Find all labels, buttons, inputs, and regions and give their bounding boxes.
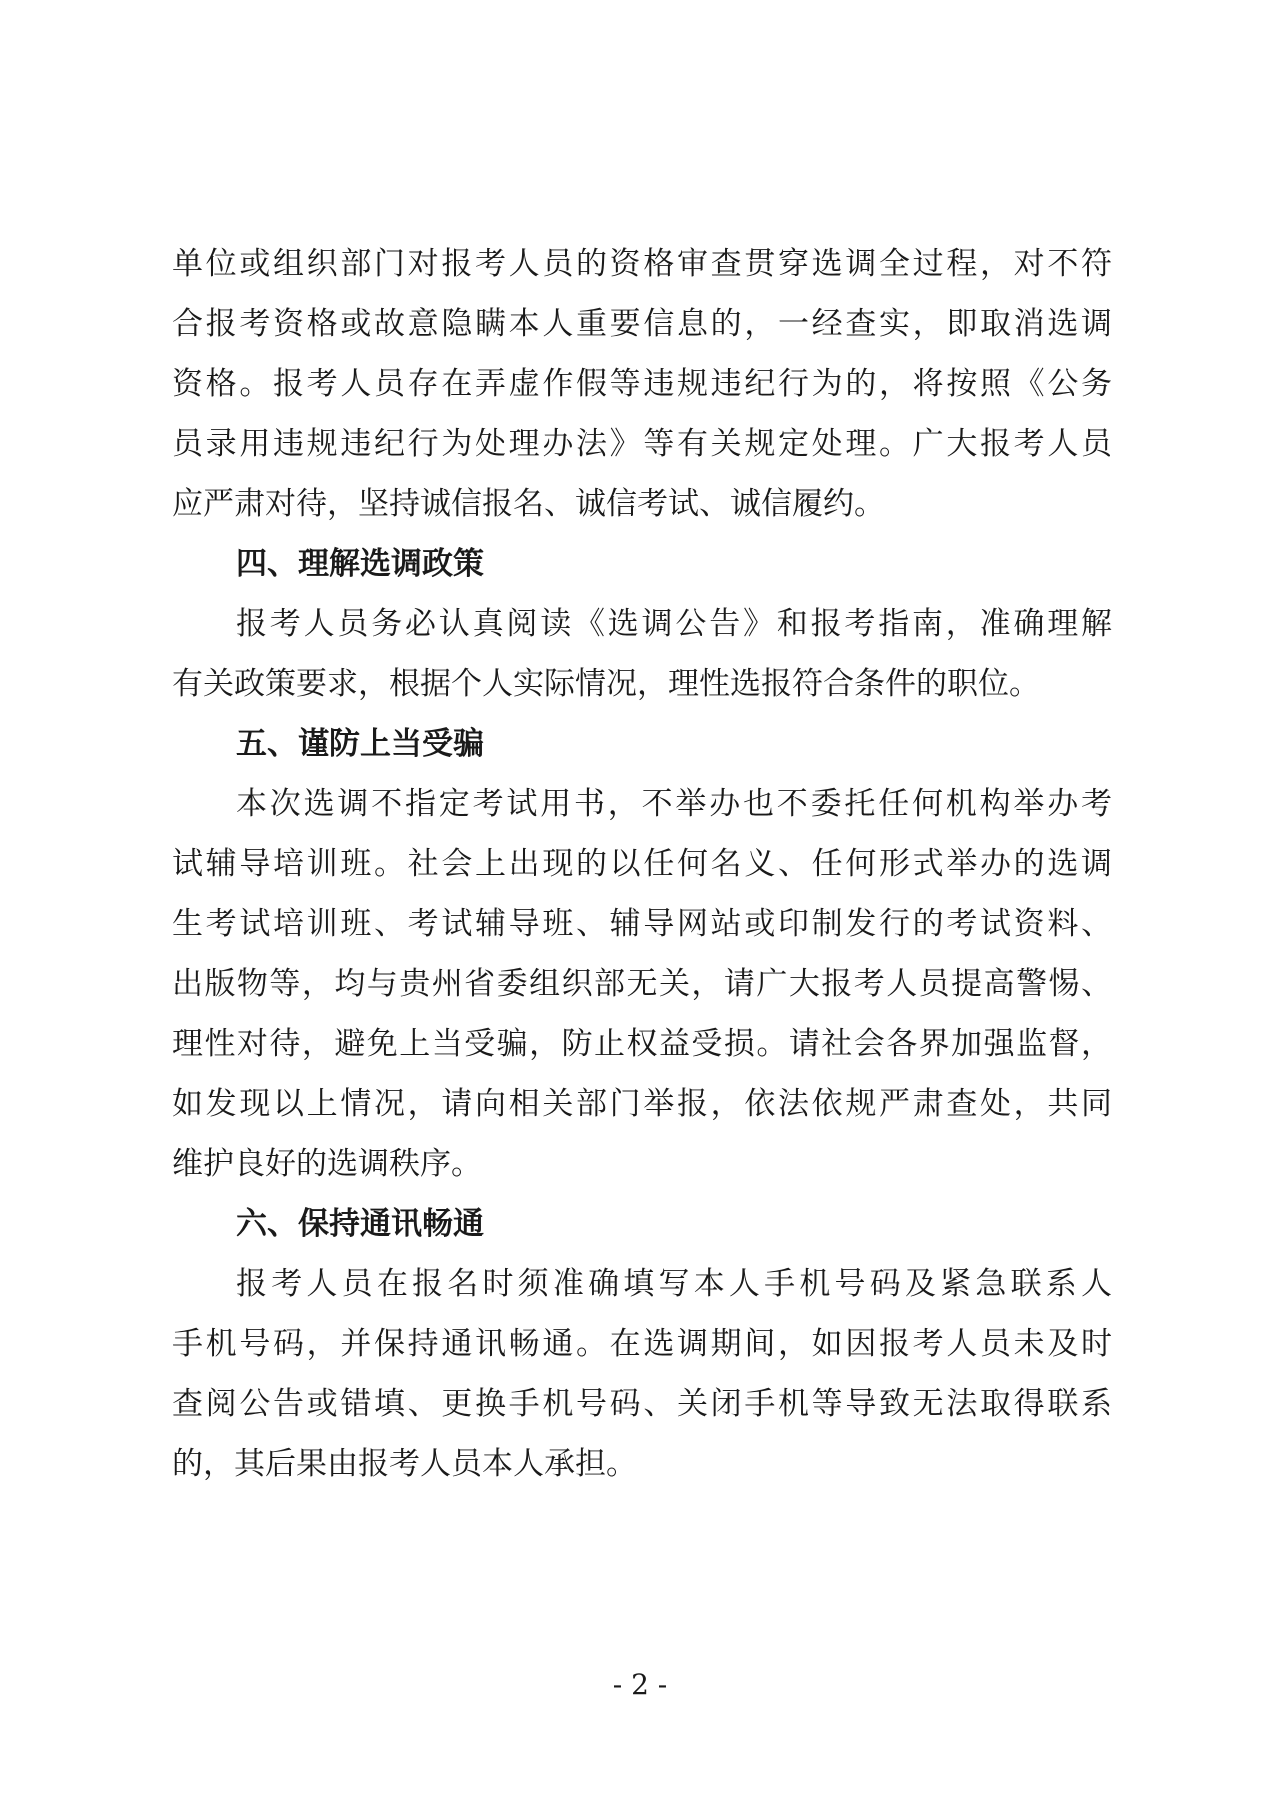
paragraph-line: 单位或组织部门对报考人员的资格审查贯穿选调全过程，对不符 xyxy=(172,246,1112,282)
paragraph-line: 合报考资格或故意隐瞒本人重要信息的，一经查实，即取消选调 xyxy=(172,306,1112,342)
paragraph-line: 查阅公告或错填、更换手机号码、关闭手机等导致无法取得联系 xyxy=(172,1386,1112,1422)
paragraph-line: 应严肃对待，坚持诚信报名、诚信考试、诚信履约。 xyxy=(172,486,885,522)
paragraph-line: 生考试培训班、考试辅导班、辅导网站或印制发行的考试资料、 xyxy=(172,906,1112,942)
paragraph-line: 手机号码，并保持通讯畅通。在选调期间，如因报考人员未及时 xyxy=(172,1326,1112,1362)
paragraph-line: 维护良好的选调秩序。 xyxy=(172,1146,482,1182)
document-body xyxy=(172,234,1112,1494)
paragraph-line: 的，其后果由报考人员本人承担。 xyxy=(172,1446,637,1482)
paragraph-line: 试辅导培训班。社会上出现的以任何名义、任何形式举办的选调 xyxy=(172,846,1112,882)
section-heading-6: 六、保持通讯畅通 xyxy=(236,1206,484,1242)
paragraph-line: 报考人员务必认真阅读《选调公告》和报考指南，准确理解 xyxy=(236,606,1112,642)
paragraph-line: 本次选调不指定考试用书，不举办也不委托任何机构举办考 xyxy=(236,786,1112,822)
paragraph-line: 员录用违规违纪行为处理办法》等有关规定处理。广大报考人员 xyxy=(172,426,1112,462)
page-number: - 2 - xyxy=(612,1668,668,1701)
paragraph-line: 如发现以上情况，请向相关部门举报，依法依规严肃查处，共同 xyxy=(172,1086,1112,1122)
paragraph-line: 资格。报考人员存在弄虚作假等违规违纪行为的，将按照《公务 xyxy=(172,366,1112,402)
paragraph-line: 报考人员在报名时须准确填写本人手机号码及紧急联系人 xyxy=(236,1266,1112,1302)
paragraph-line: 理性对待，避免上当受骗，防止权益受损。请社会各界加强监督， xyxy=(172,1026,1112,1062)
paragraph-line: 出版物等，均与贵州省委组织部无关，请广大报考人员提高警惕、 xyxy=(172,966,1112,1002)
paragraph-line: 有关政策要求，根据个人实际情况，理性选报符合条件的职位。 xyxy=(172,666,1040,702)
section-heading-4: 四、理解选调政策 xyxy=(236,546,484,582)
section-heading-5: 五、谨防上当受骗 xyxy=(236,726,484,762)
